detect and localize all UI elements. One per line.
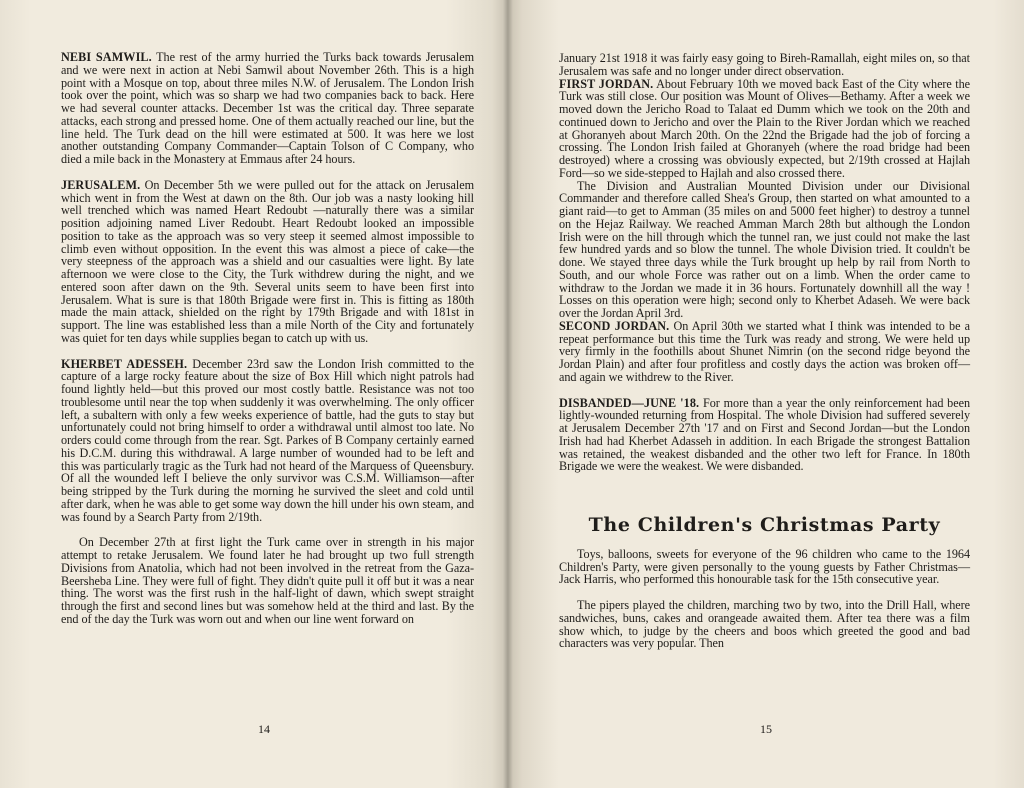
right-page	[507, 0, 1024, 788]
section-heading: KHERBET ADESSEH.	[61, 356, 188, 371]
section-body: The rest of the army hurried the Turks back towards Jerusalem and we were next in action at Nebi Samwil about November 26th. This is a high point with a Mosque on top, about three miles N.W. of Jerusalem. The London Irish took over the point, which was so sharp we had two companies back to back. Here we had several counter attacks. December 1st was the critical day. Three separate attacks, each strong and pressed home. One of them actually reached our line, but the line held. The Turk dead on the hill were estimated at 500. It was here we lost another outstanding Company Commander—Captain Tolson of C Company, who died a mile back in the Monastery at Emmaus after 24 hours.	[61, 50, 474, 166]
section-jerusalem	[61, 179, 474, 345]
section-disbanded	[559, 397, 970, 474]
section-body: On December 27th at first light the Turk came over in strength in his major attempt to retake Jerusalem. We found later he had brought up two full strength Divisions from Anatolia, which had not been involved in the retreat from the Gaza-Beersheba Line. They were full of fight. They didn't quite pull it off but it was a near thing. The worst was the first rush in the half-light of dawn, which swept straight through the first and second lines but was somehow held at the third and last. By the end of the day the Turk was worn out and when our line went forward on	[61, 535, 474, 626]
section-body: For more than a year the only reinforcement had been lightly-wounded returning from Hospital. The whole Division had suffered severely at Jerusalem December 27th '17 and on First and Second Jordan—but the London Irish had had Kherbet Adasseh in addition. In each Brigade the strongest Battalion was retained, the weakest disbanded and the other two left for France. In 180th Brigade we were the weakest. We were disbanded.	[559, 395, 970, 474]
party-paragraph: Toys, balloons, sweets for everyone of the 96 children who came to the 1964 Children's Party, were given personally to the young guests by Father Christmas—Jack Harris, who performed this honourable task for the 15th consecutive year.	[559, 546, 970, 587]
section-body: December 23rd saw the London Irish committed to the capture of a large rocky feature about the size of Box Hill which night patrols had found lightly held—but this proved our most costly battle. Resistance was not too troublesome until near the top when suddenly it was overwhelming. The only officer left, a subaltern with only a few weeks experience of battle, had the guts to stay but unfortunately could not bring himself to order a withdrawal until almost too late. No orders could come through from the rear. Sgt. Parkes of B Company certainly earned his D.C.M. during this withdrawal. A large number of wounded had to be left and this was particularly tragic as the Turk had not heard of the Marquess of Queensbury. Of all the wounded left I believe the only survivor was C.S.M. Williamson—after being stripped by the Turk during the morning he survived the sleet and cold until after dark, when he was able to get some way down the hill under his own steam, and was found by a Search Party from 2/19th.	[61, 356, 474, 524]
right-text-column	[559, 52, 970, 650]
left-page	[0, 0, 507, 788]
section-heading: DISBANDED—JUNE '18.	[559, 395, 700, 410]
section-kherbet-adesseh	[61, 358, 474, 524]
party-paragraph: The pipers played the children, marching two by two, into the Drill Hall, where sandwiches, buns, cakes and orangeade awaited them. After tea there was a film show which, to judge by the cheers and boos which greeted the good and bad characters was very popular. Then	[559, 598, 970, 651]
section-body: About February 10th we moved back East of the City where the Turk was still close. Our position was Mount of Olives—Bethamy. After a week we moved down the Jericho Road to Talaat ed Dumm which we took on the 20th and continued down to Jericho and over the Plain to the River Jordan which we reached at Ghoranyeh about March 20th. On the 22nd the Brigade had the job of forcing a crossing. The London Irish failed at Ghoranyeh (where the road bridge had been destroyed) where a crossing was obviously expected, but 2/19th crossed at Hajlah Ford—so we side-stepped to Hajlah and also crossed there.	[559, 76, 970, 180]
section-second-jordan	[559, 320, 970, 384]
section-heading: FIRST JORDAN.	[559, 76, 654, 91]
section-body: On April 30th we started what I think was intended to be a repeat performance but this time the Turk was ready and strong. We were held up very firmly in the foothills about Shunet Nimrin (on the second ridge beyond the Jordan Plain) and after four profitless and costly days the action was broken off—and again we withdrew to the River.	[559, 318, 970, 384]
section-heading: NEBI SAMWIL.	[61, 50, 152, 64]
section-first-jordan	[559, 78, 970, 180]
section-amman-raid	[559, 180, 970, 320]
section-body: On December 5th we were pulled out for the attack on Jerusalem which went in from the West at dawn on the 8th. Our job was a nasty looking hill well trenched which was named Heart Redoubt —naturally there was a similar position adjoining named Liver Redoubt. Heart Redoubt looked an impossible position to take as the approach was so very steep it seemed almost impossible to climb even without opposition. In the event this was almost a piece of cake—the very steepness of the approach was a shield and our casualties were light. By late afternoon we were close to the City, the Turk withdrew during the night, and we entered soon after dawn on the 9th. Several units seem to have been first into Jerusalem. What is sure is that 180th Brigade were first in. This is fitting as 180th made the main attack, shielded on the right by 179th Brigade and with 181st in support. The line was established less than a mile North of the City and fortunately was quiet for ten days while supplies began to catch up with us.	[61, 177, 475, 345]
continuation-text: January 21st 1918 it was fairly easy going to Bireh-Ramallah, eight miles on, so that Jerusalem was safe and no longer under direct observation.	[559, 51, 970, 78]
page-number-right: 15	[760, 722, 772, 736]
section-heading: SECOND JORDAN.	[559, 318, 670, 333]
section-december-27	[61, 536, 474, 625]
party-article-title: The Children's Christmas Party	[588, 514, 941, 536]
page-number-left: 14	[258, 722, 270, 736]
left-text-column	[61, 51, 474, 626]
section-body: The Division and Australian Mounted Division under our Divisional Commander and therefore called Shea's Group, then started on what amounted to a giant raid—to get to Amman (35 miles on and 5000 feet higher) to destroy a tunnel on the Hejaz Railway. We reached Amman March 28th but although the London Irish were on the hill through which the tunnel ran, we just could not make the last few hundred yards and so blow the tunnel. The whole Division tried. It couldn't be done. We stayed three days while the Turk brought up help by rail from North to South, and our whole Force was rather out on a limb. When the order came to withdraw to the Jordan we made it in 36 hours. Fortunately downhill all the way ! Losses on this operation were high; second only to Kherbet Adaseh. We were back over the Jordan April 3rd.	[559, 178, 970, 320]
section-nebi-samwil	[61, 51, 474, 166]
section-heading: JERUSALEM.	[61, 177, 141, 192]
